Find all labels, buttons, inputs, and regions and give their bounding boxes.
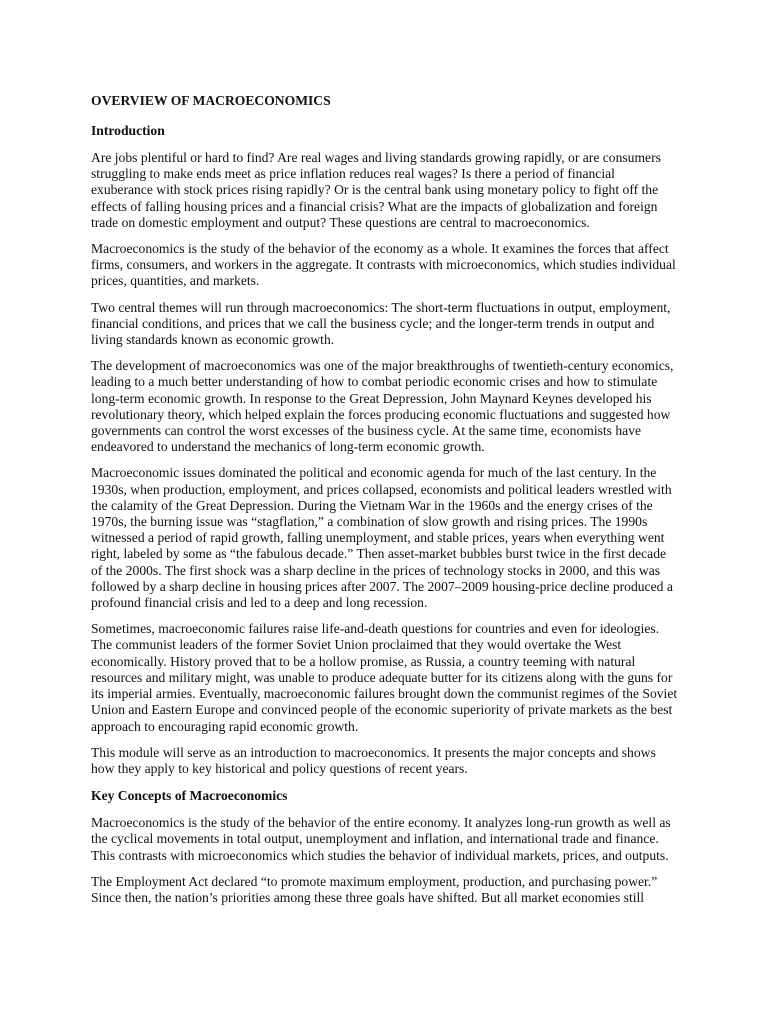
paragraph: The Employment Act declared “to promote maximum employment, production, and purchasing power.” Since then, the nation’s priorities among these three goals have shifted. But all market economies still (91, 873, 658, 905)
paragraph: Are jobs plentiful or hard to find? Are real wages and living standards growing rapidly, or are consumers struggling to make ends meet as price inflation reduces real wages? Is there a period of financial exuberance with stock prices rising rapidly? Or is the central bank using monetary policy to fight off the effects of falling housing prices and a financial crisis? What are the impacts of globalization and foreign trade on domestic employment and output? These questions are central to macroeconomics. (91, 150, 661, 230)
section-heading-introduction: Introduction (91, 123, 165, 138)
paragraph: Sometimes, macroeconomic failures raise life-and-death questions for countries and even for ideologies. The communist leaders of the former Soviet Union proclaimed that they would overtake the West economically. History proved that to be a hollow promise, as Russia, a country teeming with natural resources and military might, was unable to produce adequate butter for its citizens along with the guns for its imperial armies. Eventually, macroeconomic failures brought down the communist regimes of the Soviet Union and Eastern Europe and convinced people of the economic superiority of private markets as the best approach to encouraging rapid economic growth. (91, 621, 678, 734)
paragraph: Macroeconomic issues dominated the political and economic agenda for much of the last century. In the 1930s, when production, employment, and prices collapsed, economists and political leaders wrestled with the calamity of the Great Depression. During the Vietnam War in the 1960s and the energy crises of the 1970s, the burning issue was “stagflation,” a combination of slow growth and rising prices. The 1990s witnessed a period of rapid growth, falling unemployment, and stable prices, years when everything went right, labeled by some as “the fabulous decade.” Then asset-market bubbles burst twice in the first decade of the 2000s. The first shock was a sharp decline in the prices of technology stocks in 2000, and this was followed by a sharp decline in housing prices after 2007. The 2007–2009 housing-price decline produced a profound financial crisis and led to a deep and long recession. (91, 465, 673, 611)
paragraph: This module will serve as an introduction to macroeconomics. It presents the major concepts and shows how they apply to key historical and policy questions of recent years. (91, 744, 656, 776)
paragraph: The development of macroeconomics was one of the major breakthroughs of twentieth-century economics, leading to a much better understanding of how to combat periodic economic crises and how to stimulate long-term economic growth. In response to the Great Depression, John Maynard Keynes developed his revolutionary theory, which helped explain the forces producing economic fluctuations and suggested how governments can control the worst excesses of the business cycle. At the same time, economists have endeavored to understand the mechanics of long-term economic growth. (91, 358, 674, 455)
section-heading-key-concepts: Key Concepts of Macroeconomics (91, 788, 288, 804)
paragraph: Macroeconomics is the study of the behavior of the entire economy. It analyzes long-run growth as well as the cyclical movements in total output, unemployment and inflation, and international trade and finance. This contrasts with microeconomics which studies the behavior of individual markets, prices, and outputs. (91, 815, 671, 863)
document-title: OVERVIEW OF MACROECONOMICS (91, 93, 331, 108)
paragraph: Macroeconomics is the study of the behavior of the economy as a whole. It examines the forces that affect firms, consumers, and workers in the aggregate. It contrasts with microeconomics, which studies individual prices, quantities, and markets. (91, 241, 676, 289)
paragraph: Two central themes will run through macroeconomics: The short-term fluctuations in output, employment, financial conditions, and prices that we call the business cycle; and the longer-term trends in output and living standards known as economic growth. (91, 299, 671, 348)
